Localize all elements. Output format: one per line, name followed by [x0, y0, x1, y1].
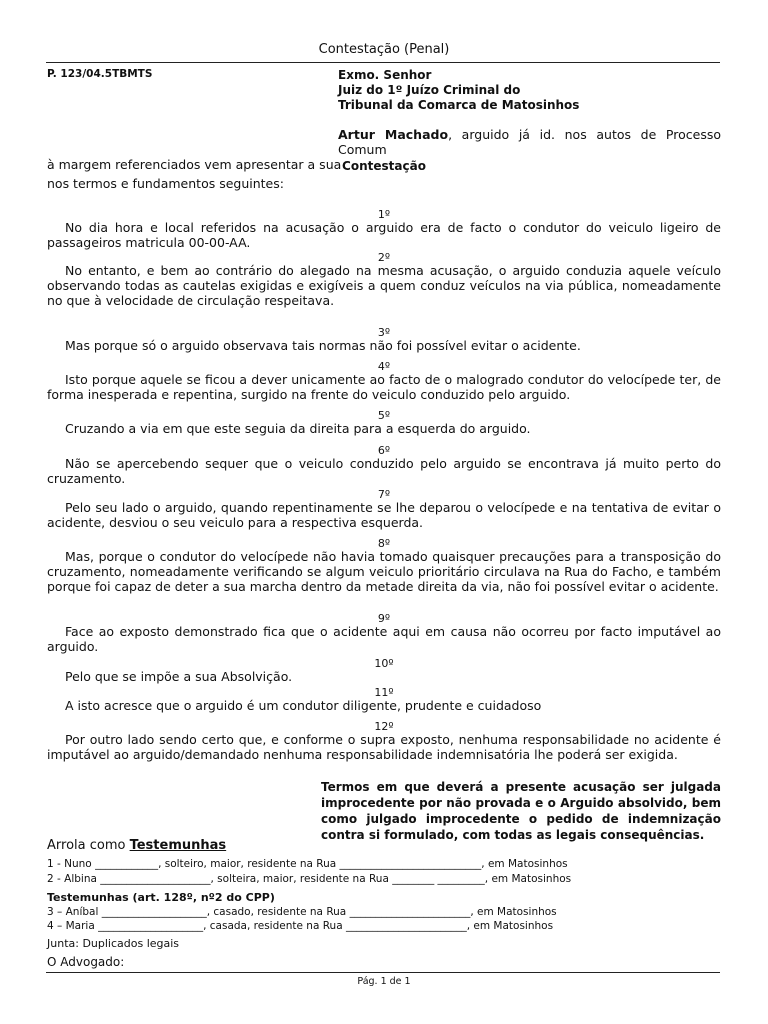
witness-line: 4 – Maria ____________________, casada, residente na Rua _______________________, em Matosinhos	[47, 920, 554, 932]
article-text: Não se apercebendo sequer que o veiculo conduzido pelo arguido se encontrava já muito perto do cruzamento.	[47, 456, 721, 486]
process-reference: P. 123/04.5TBMTS	[47, 68, 153, 80]
article-text: No entanto, e bem ao contrário do alegado na mesma acusação, o arguido conduzia aquele veículo observando todas as cautelas exigidas e exigíveis a quem conduz veículos na via pública, nomeadamente no que à velocidade de circulação respeitava.	[47, 263, 721, 308]
article-number: 6º	[377, 444, 391, 457]
article-number: 11º	[374, 686, 394, 699]
addressee-line: Tribunal da Comarca de Matosinhos	[338, 98, 580, 112]
intro-line: nos termos e fundamentos seguintes:	[47, 176, 284, 191]
article-number: 5º	[377, 409, 391, 422]
article-text: Pelo que se impõe a sua Absolvição.	[65, 669, 293, 684]
intro-line-rest: , arguido já id. nos autos de Processo Comum	[338, 127, 721, 157]
addressee-line: Exmo. Senhor	[338, 68, 432, 82]
header-divider	[46, 62, 720, 63]
article-text: Mas, porque o condutor do velocípede não havia tomado quaisquer precauções para a transposição do cruzamento, nomeadamente verificando se algum veiculo prioritário circulava na Rua do Facho, e também porque foi capaz de deter a sua marcha dentro da metade direita da via, não foi possível evitar o acidente.	[47, 549, 721, 594]
article-text: Face ao exposto demonstrado fica que o acidente aqui em causa não ocorreu por facto imputável ao arguido.	[47, 624, 721, 654]
witnesses-label-text: Arrola como	[47, 838, 130, 853]
intro-line	[47, 127, 721, 157]
witness-line: 3 – Aníbal ____________________, casado, residente na Rua _______________________, em Matosinhos	[47, 906, 557, 918]
article-text: No dia hora e local referidos na acusação o arguido era de facto o condutor do veiculo ligeiro de passageiros matricula 00-00-AA.	[47, 220, 721, 250]
defendant-name: Artur Machado	[338, 127, 449, 142]
addressee-line: Juiz do 1º Juízo Criminal do	[338, 83, 521, 97]
intro-line: à margem referenciados vem apresentar a sua	[47, 157, 342, 172]
article-text: Cruzando a via em que este seguia da direita para a esquerda do arguido.	[65, 421, 531, 436]
witnesses-label-strong: Testemunhas	[129, 838, 227, 853]
article-number: 12º	[374, 720, 394, 733]
footer-divider	[46, 972, 720, 973]
article-number: 9º	[377, 612, 391, 625]
lawyer-signature-label: O Advogado:	[47, 955, 125, 969]
witness-line: 2 - Albina _____________________, solteira, maior, residente na Rua ________ _________, em Matosinhos	[47, 873, 572, 885]
witness-line: 1 - Nuno ____________, solteiro, maior, residente na Rua ___________________________, em Matosinhos	[47, 858, 568, 870]
witnesses-heading-cpp: Testemunhas (art. 128º, nº2 do CPP)	[47, 891, 275, 904]
witnesses-label	[47, 838, 226, 853]
article-text: Pelo seu lado o arguido, quando repentinamente se lhe deparou o velocípede e na tentativa de evitar o acidente, desviou o seu veiculo para a respectiva esquerda.	[47, 500, 721, 530]
page-number: Pág. 1 de 1	[357, 976, 411, 987]
document-title: Contestação	[342, 159, 426, 173]
article-number: 7º	[377, 488, 391, 501]
article-text: A isto acresce que o arguido é um condutor diligente, prudente e cuidadoso	[65, 698, 542, 713]
article-text: Mas porque só o arguido observava tais normas não foi possível evitar o acidente.	[65, 338, 581, 353]
article-number: 1º	[377, 208, 391, 221]
article-number: 10º	[374, 657, 394, 670]
article-text: Por outro lado sendo certo que, e conforme o supra exposto, nenhuma responsabilidade no acidente é imputável ao arguido/demandado nenhuma responsabilidade indemnisatória lhe poderá ser exigida.	[47, 732, 721, 762]
article-number: 8º	[377, 537, 391, 550]
document-header-title: Contestação (Penal)	[318, 42, 450, 57]
closing-statement: Termos em que deverá a presente acusação ser julgada improcedente por não provada e o Arguido absolvido, bem como julgado improcedente o pedido de indemnização contra si formulado, com todas as legais consequências.	[321, 780, 721, 842]
attachments-note: Junta: Duplicados legais	[47, 937, 180, 950]
article-number: 4º	[377, 360, 391, 373]
article-text: Isto porque aquele se ficou a dever unicamente ao facto de o malogrado condutor do velocípede ter, de forma inesperada e repentina, surgido na frente do veiculo conduzido pelo arguido.	[47, 372, 721, 402]
addressee-block	[338, 68, 579, 113]
article-number: 2º	[377, 251, 391, 264]
article-number: 3º	[377, 326, 391, 339]
